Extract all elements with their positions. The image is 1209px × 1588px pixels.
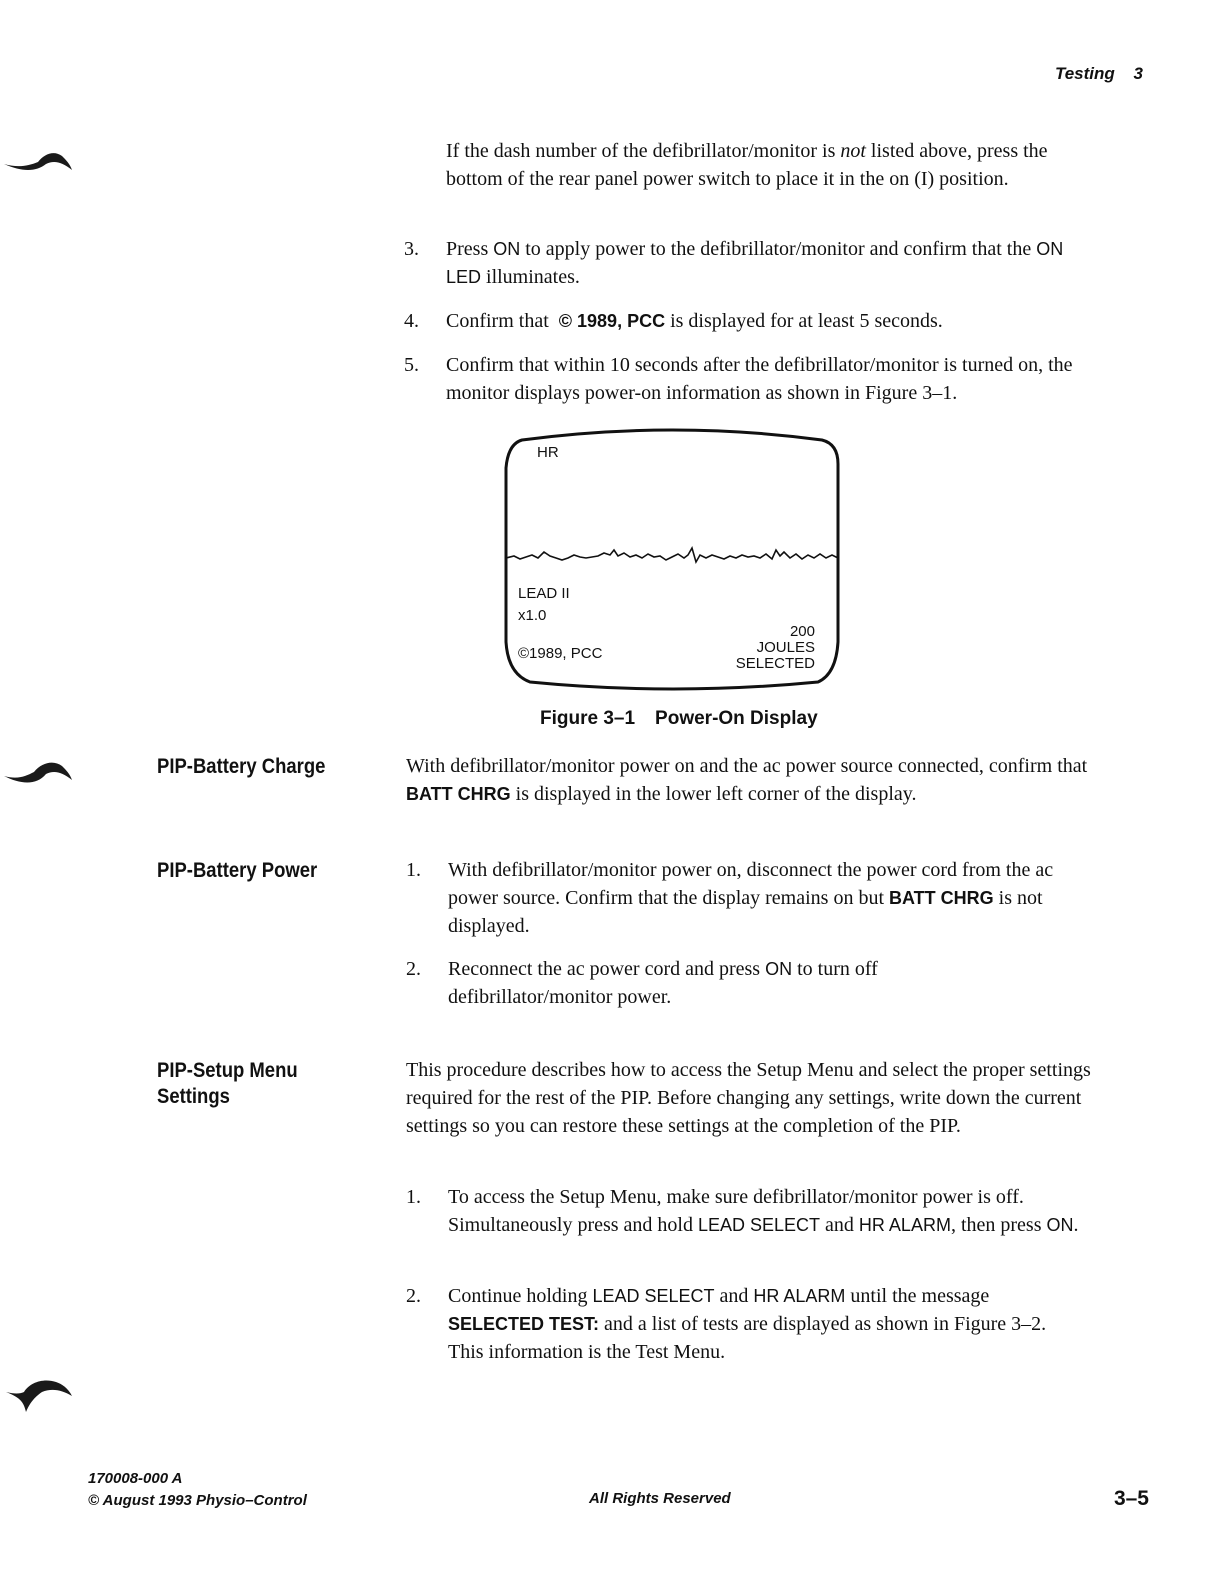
binder-hole-mark-3 [0,1370,75,1416]
figure-caption [540,708,818,730]
running-header [1055,64,1143,84]
binder-hole-mark-2 [0,752,75,792]
binder-hole-mark-1 [0,142,75,182]
section-paragraph: This procedure describes how to access the Setup Menu and select the proper settings required for the rest of the PIP. Before changing any settings, write down the current settings so you can restore these settings at the completion of the PIP. [406,1059,1091,1137]
copyright-label: ©1989, PCC [518,645,603,662]
step-text: Confirm that © 1989, PCC is displayed for at least 5 seconds. [446,310,943,332]
footer-copyright: © August 1993 Physio–Control [88,1492,307,1509]
step-number: 2. [406,1285,421,1307]
step-number: 4. [404,310,419,332]
section-heading [157,1058,298,1110]
step-text: Confirm that within 10 seconds after the defibrillator/monitor is turned on, the monitor displays power-on information as shown in Figure 3–1. [446,354,1073,404]
footer-rights: All Rights Reserved [589,1490,731,1507]
footer-doc-number: 170008-000 A [88,1470,183,1487]
step-number: 2. [406,958,421,980]
figure-title: Power-On Display [655,708,818,729]
page-number: 3–5 [1113,1487,1149,1510]
ecg-baseline-trace [506,548,838,562]
section-heading: PIP-Battery Charge [157,755,326,778]
energy-units: JOULES [756,639,815,656]
header-section: Testing [1054,64,1115,83]
step-text: Continue holding LEAD SELECT and HR ALARM until the message SELECTED TEST: and a list of tests are displayed as shown in Figure 3–2. This information is the Test Menu. [448,1285,1047,1363]
step-number: 5. [404,354,419,376]
section-heading-line-1: PIP-Setup Menu [157,1059,298,1082]
figure-number: Figure 3–1 [540,708,636,729]
energy-value: 200 [789,623,815,640]
energy-selected: SELECTED [735,655,815,672]
step-text: With defibrillator/monitor power on, disconnect the power cord from the ac power source. Confirm that the display remains on but BATT CHRG is not displayed. [448,859,1054,937]
intro-paragraph: If the dash number of the defibrillator/monitor is not listed above, press the bottom of the rear panel power switch to place it in the on (I) position. [446,140,1048,190]
step-text: To access the Setup Menu, make sure defibrillator/monitor power is off. Simultaneously press and hold LEAD SELECT and HR ALARM, then press ON. [448,1186,1079,1236]
section-paragraph: With defibrillator/monitor power on and the ac power source connected, confirm that BATT CHRG is displayed in the lower left corner of the display. [406,755,1088,805]
step-text: Reconnect the ac power cord and press ON to turn off defibrillator/monitor power. [448,958,878,1008]
section-heading-line-2: Settings [157,1085,230,1108]
header-chapter: 3 [1133,64,1143,83]
step-number: 3. [404,238,419,260]
step-number: 1. [406,859,421,881]
gain-label: x1.0 [518,607,547,624]
step-text: Press ON to apply power to the defibrillator/monitor and confirm that the ON LED illuminates. [446,238,1064,288]
power-on-display-figure [500,424,846,694]
hr-label: HR [537,444,559,461]
step-number: 1. [406,1186,421,1208]
section-heading: PIP-Battery Power [157,859,318,882]
lead-label: LEAD II [518,585,570,602]
